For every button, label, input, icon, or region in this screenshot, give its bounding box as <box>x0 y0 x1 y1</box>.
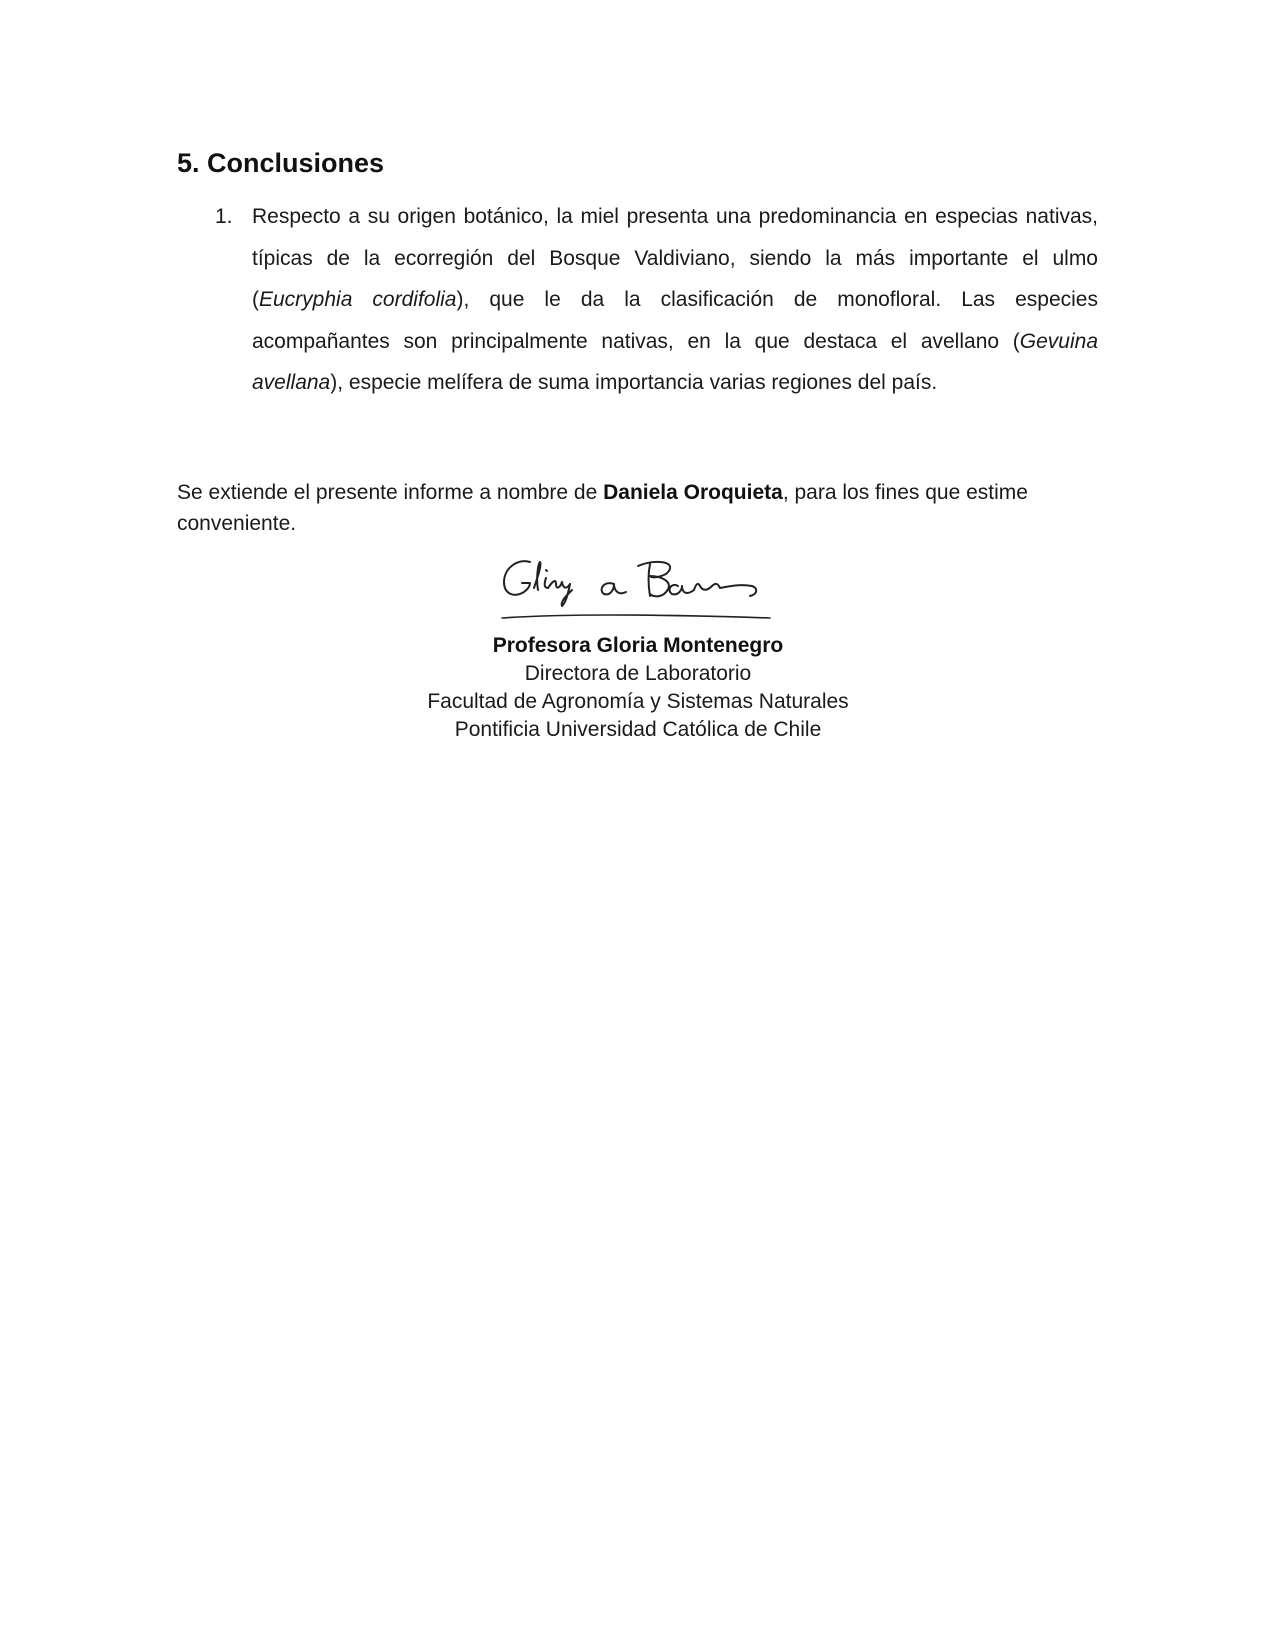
conclusions-list <box>210 196 1098 404</box>
signatory-name: Profesora Gloria Montenegro <box>492 634 784 657</box>
conclusion-text: Respecto a su origen botánico, la miel presenta una predominancia en especias nativas, típicas de la ecorregión del Bosque Valdiviano, siendo la más importante el ulmo ( <box>252 205 1098 311</box>
signatory-position: Directora de Laboratorio <box>524 662 752 685</box>
recipient-name: Daniela Oroquieta <box>603 481 783 504</box>
closing-text: , para los fines que estime conveniente. <box>177 481 1028 535</box>
section-heading <box>177 148 384 179</box>
conclusion-item <box>210 196 1098 404</box>
handwritten-signature <box>500 556 772 630</box>
species-name: Gevuina avellana <box>252 329 1098 394</box>
species-name: Eucryphia cordifolia <box>259 288 457 311</box>
signatory-faculty: Facultad de Agronomía y Sistemas Naturales <box>427 690 849 713</box>
conclusion-text: ), especie melífera de suma importancia varias regiones del país. <box>330 371 938 394</box>
conclusion-number: 1. <box>215 205 233 228</box>
section-number: 5. <box>177 148 200 178</box>
section-title: Conclusiones <box>207 148 385 178</box>
conclusion-text: ), que le da la clasificación de monofloral. Las especies acompañantes son principalmente nativas, en la que destaca el avellano ( <box>252 288 1098 353</box>
closing-statement <box>177 477 1098 539</box>
signatory-block <box>338 632 938 744</box>
closing-text: Se extiende el presente informe a nombre de <box>177 481 604 504</box>
signatory-university: Pontificia Universidad Católica de Chile <box>454 718 822 741</box>
